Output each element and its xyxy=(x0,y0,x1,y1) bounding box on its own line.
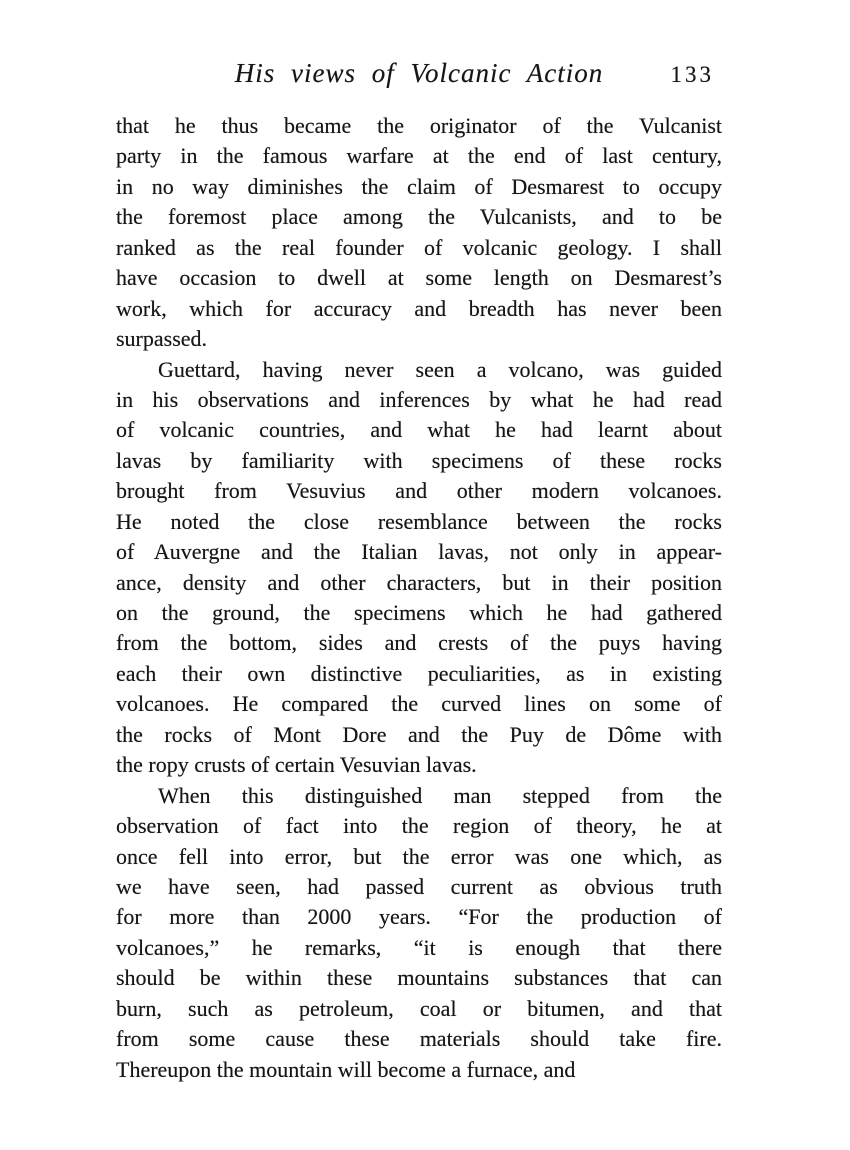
running-title: His views of Volcanic Action xyxy=(234,58,604,88)
text-line: from the bottom, sides and crests of the puys having xyxy=(116,630,722,656)
text-line: work, which for accuracy and breadth has never been xyxy=(116,295,722,321)
text-line: from some cause these materials should take fire. xyxy=(116,1026,722,1052)
text-line: the ropy crusts of certain Vesuvian lavas. xyxy=(116,752,477,778)
text-line: of Auvergne and the Italian lavas, not only in appear- xyxy=(116,539,722,565)
text-line: for more than 2000 years. “For the production of xyxy=(116,904,722,930)
text-line: volcanoes,” he remarks, “it is enough that there xyxy=(116,934,722,960)
text-line: the rocks of Mont Dore and the Puy de Dôme with xyxy=(116,721,722,747)
text-line: Thereupon the mountain will become a furnace, and xyxy=(116,1056,576,1082)
text-line: ranked as the real founder of volcanic geology. I shall xyxy=(116,234,722,260)
text-line: have occasion to dwell at some length on Desmarest’s xyxy=(116,265,722,291)
text-line: surpassed. xyxy=(116,326,208,352)
text-line: Guettard, having never seen a volcano, was guided xyxy=(158,356,722,382)
page-body xyxy=(116,111,722,1085)
text-line: party in the famous warfare at the end of last century, xyxy=(116,143,722,169)
text-line: on the ground, the specimens which he had gathered xyxy=(116,600,722,625)
page-number: 133 xyxy=(670,62,714,87)
text-line: in his observations and inferences by what he had read xyxy=(116,386,722,412)
text-line: the foremost place among the Vulcanists, and to be xyxy=(116,204,722,230)
text-line: once fell into error, but the error was one which, as xyxy=(116,843,722,869)
text-line: brought from Vesuvius and other modern volcanoes. xyxy=(116,478,722,504)
text-line: volcanoes. He compared the curved lines on some of xyxy=(116,691,722,717)
page-header xyxy=(116,54,722,98)
text-line: we have seen, had passed current as obvious truth xyxy=(116,873,722,899)
text-line: of volcanic countries, and what he had learnt about xyxy=(116,417,722,443)
text-line: He noted the close resemblance between the rocks xyxy=(116,508,722,534)
text-line: that he thus became the originator of the Vulcanist xyxy=(116,113,722,138)
text-line: should be within these mountains substances that can xyxy=(116,965,722,991)
text-line: in no way diminishes the claim of Desmarest to occupy xyxy=(116,173,722,199)
text-line: ance, density and other characters, but in their position xyxy=(116,569,722,595)
text-line: When this distinguished man stepped from the xyxy=(158,782,722,808)
text-line: burn, such as petroleum, coal or bitumen, and that xyxy=(116,995,722,1021)
text-line: lavas by familiarity with specimens of these rocks xyxy=(116,447,722,473)
text-line: observation of fact into the region of theory, he at xyxy=(116,813,722,839)
text-line: each their own distinctive peculiarities, as in existing xyxy=(116,660,722,686)
